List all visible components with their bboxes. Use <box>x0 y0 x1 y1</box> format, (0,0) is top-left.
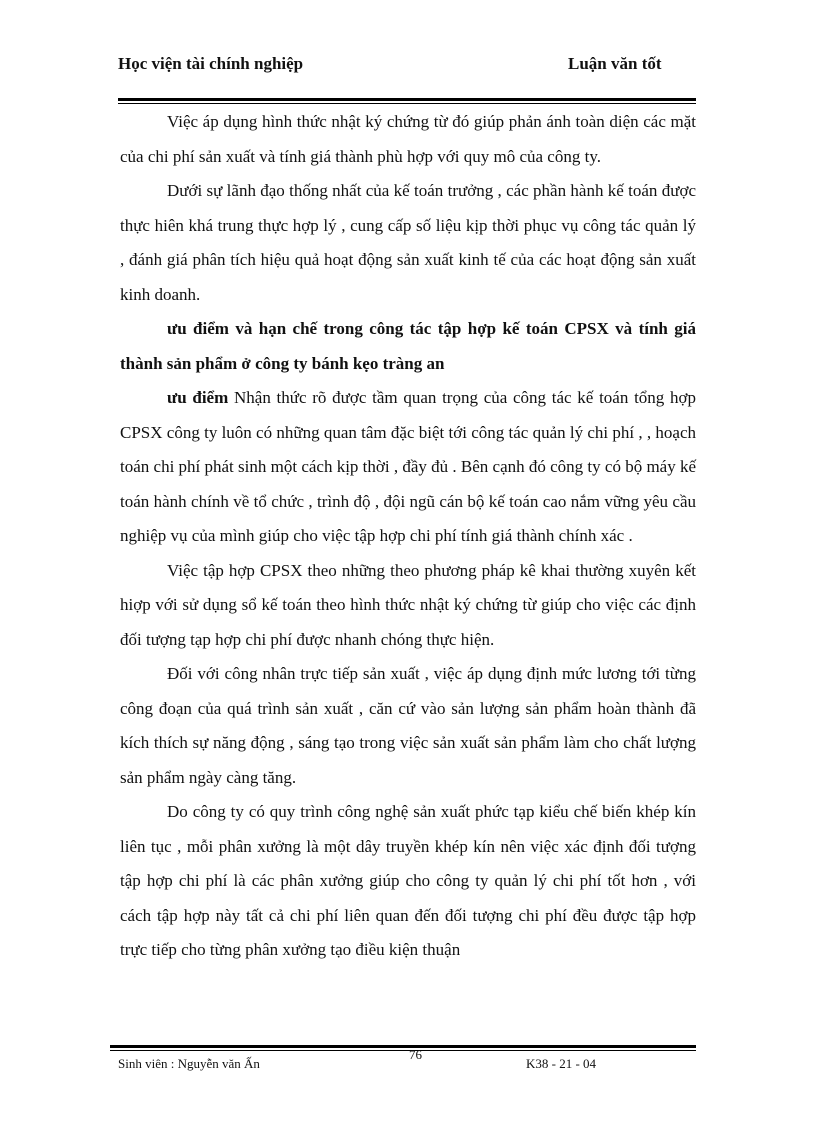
paragraph-3-text: Nhận thức rõ được tầm quan trọng của công tác kế toán tổng hợp CPSX công ty luôn có những quan tâm đặc biệt tới công tác quản lý chi phí , , hoạch toán chi phí phát sinh một cách kịp thời , đầy đủ . Bên cạnh đó công ty có bộ máy kế toán hành chính về tổ chức , trình độ , đội ngũ cán bộ kế toán cao nắm vững yêu cầu nghiệp vụ của mình giúp cho việc tập hợp chi phí tính giá thành chính xác . <box>120 388 697 545</box>
header-document-type: Luận văn tốt <box>568 54 662 73</box>
footer-class-code: K38 - 21 - 04 <box>526 1056 597 1071</box>
page-number: 76 <box>409 1047 422 1062</box>
paragraph-1: Việc áp dụng hình thức nhật ký chứng từ đó giúp phản ánh toàn diện các mặt của chi phí sản xuất và tính giá thành phù hợp với quy mô của công ty. <box>120 112 696 166</box>
header-institution: Học viện tài chính nghiệp <box>118 54 304 73</box>
section-heading <box>120 312 696 381</box>
paragraph-2: Dưới sự lãnh đạo thống nhất của kế toán trưởng , các phần hành kế toán được thực hiên khá trung thực hợp lý , cung cấp số liệu kịp thời phục vụ công tác quản lý , đánh giá phân tích hiệu quả hoạt động sản xuất kinh tế của các hoạt động sản xuất kinh doanh. <box>120 181 696 304</box>
paragraph-6: Do công ty có quy trình công nghệ sản xuất phức tạp kiểu chế biến khép kín liên tục , mỗi phân xưởng là một dây truyền khép kín nên việc xác định đối tượng tập hợp chi phí là các phân xưởng giúp cho công ty quản lý chi phí tốt hơn , với cách tập hợp này tất cả chi phí liên quan đến đối tượng chi phí đều được tập hợp trực tiếp cho từng phân xưởng tạo điều kiện thuận <box>120 802 696 959</box>
header-rule-thin <box>118 103 696 104</box>
footer-rule-thick <box>110 1045 696 1048</box>
footer-rule-thin <box>110 1050 696 1051</box>
paragraph-3 <box>120 381 696 554</box>
section-heading-text: ưu điểm và hạn chế trong công tác tập hợp kế toán CPSX và tính giá thành sản phẩm ở công ty bánh kẹo tràng an <box>120 319 696 373</box>
paragraph-4: Việc tập hợp CPSX theo những theo phương pháp kê khai thường xuyên kết hiợp với sử dụng sổ kế toán theo hình thức nhật ký chứng từ giúp cho việc các định đối tượng tạp hợp chi phí được nhanh chóng thực hiện. <box>120 560 696 649</box>
paragraph-5: Đối với công nhân trực tiếp sản xuất , việc áp dụng định mức lương tới từng công đoạn của quá trình sản xuất , căn cứ vào sản lượng sản phẩm hoàn thành đã kích thích sự năng động , sáng tạo trong việc sản xuất sản phẩm làm cho chất lượng sản phẩm ngày càng tăng. <box>120 664 696 787</box>
footer-student-name: Sinh viên : Nguyễn văn Ấn <box>118 1056 260 1071</box>
page-body <box>120 105 696 968</box>
header-rule-thick <box>118 98 696 101</box>
paragraph-3-lead: ưu điểm <box>167 388 229 407</box>
